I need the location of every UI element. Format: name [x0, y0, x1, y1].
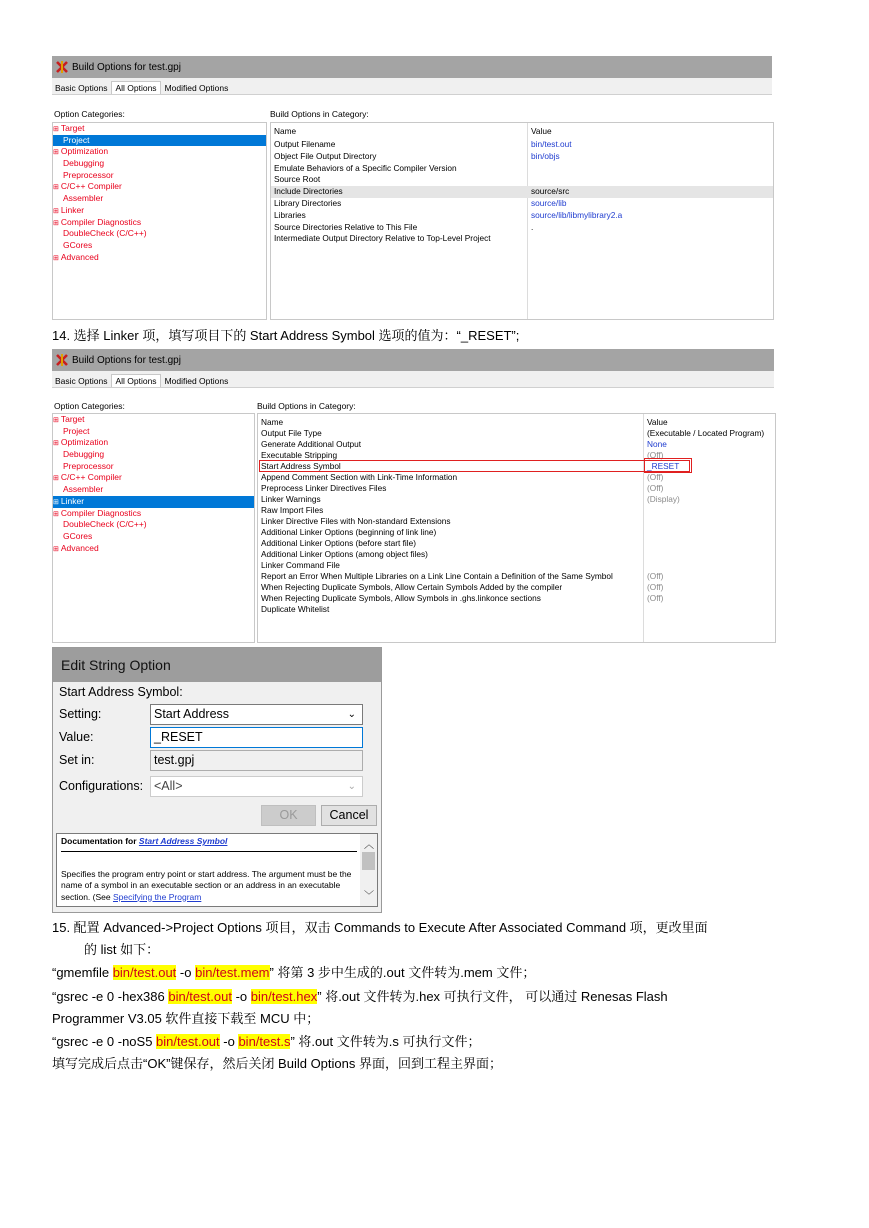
- table-row[interactable]: [271, 151, 773, 163]
- option-value: (Off): [647, 483, 664, 493]
- table-row[interactable]: [258, 461, 775, 472]
- cmd-text: ” 将.out 文件转为.s 可执行文件；: [290, 1034, 481, 1049]
- option-name: Object File Output Directory: [274, 150, 377, 161]
- categories-header: Option Categories:: [54, 401, 125, 411]
- dialog-title: Edit String Option: [53, 648, 381, 682]
- chevron-down-icon: ⌄: [347, 709, 356, 720]
- option-name: Linker Directive Files with Non-standard Extensions: [261, 516, 451, 526]
- option-name: Output Filename: [274, 139, 336, 149]
- final-instruction: 填写完成后点击“OK”键保存，然后关闭 Build Options 界面，回到工程主界面；: [52, 1056, 502, 1071]
- scroll-thumb[interactable]: [362, 852, 375, 870]
- option-value: (Off): [647, 472, 664, 482]
- ok-button[interactable]: OK: [261, 805, 316, 826]
- category-item[interactable]: ⊞ Compiler Diagnostics: [53, 508, 254, 520]
- option-value: (Off): [647, 593, 664, 603]
- table-row[interactable]: [258, 571, 775, 582]
- doc-prefix: Documentation for: [61, 836, 139, 846]
- category-tree[interactable]: [52, 122, 267, 320]
- cmd-text: ” 将.out 文件转为.hex 可执行文件， 可以通过 Renesas Flash: [317, 989, 668, 1004]
- chevron-down-icon: ⌄: [347, 781, 356, 792]
- cancel-button[interactable]: Cancel: [321, 805, 377, 826]
- category-item[interactable]: Project: [53, 135, 266, 147]
- option-name: Output File Type: [261, 428, 322, 438]
- build-options-window-1: [52, 56, 772, 321]
- table-row[interactable]: [271, 174, 773, 186]
- doc-text: Specifies the program entry point or start address. The argument must be the name of a symbol in an executable section or an address in an executable section. (See: [61, 868, 352, 902]
- options-header: Build Options in Category:: [270, 109, 369, 119]
- category-item[interactable]: GCores: [63, 530, 93, 541]
- column-name-header[interactable]: Name: [274, 126, 297, 136]
- table-row[interactable]: [271, 222, 773, 234]
- table-row[interactable]: [258, 527, 775, 538]
- table-row[interactable]: [258, 516, 775, 527]
- doc-link-2[interactable]: Specifying the Program: [112, 891, 202, 902]
- option-name: Additional Linker Options (among object files): [261, 549, 428, 559]
- highlight-box: [259, 460, 690, 472]
- category-item[interactable]: ⊞ Compiler Diagnostics: [53, 217, 266, 229]
- option-name: Preprocess Linker Directives Files: [261, 483, 387, 493]
- highlight-output: bin/test.s: [238, 1034, 291, 1049]
- command-1: [52, 962, 535, 983]
- cmd-text: “gsrec -e 0 -hex386: [52, 989, 169, 1004]
- option-value: None: [647, 439, 667, 449]
- categories-header: Option Categories:: [54, 109, 125, 119]
- option-value: source/lib/libmylibrary2.a: [531, 209, 623, 220]
- step-15-line-2: 的 list 如下：: [84, 942, 160, 957]
- step-15-line-1: 15. 配置 Advanced->Project Options 项目，双击 Commands to Execute After Associated Command 项，更改里面: [52, 920, 708, 935]
- option-name: Intermediate Output Directory Relative to Top-Level Project: [274, 233, 491, 244]
- category-item[interactable]: GCores: [63, 239, 93, 250]
- category-item[interactable]: ⊞ Optimization: [53, 437, 254, 449]
- option-name: When Rejecting Duplicate Symbols, Allow Symbols in .ghs.linkonce sections: [261, 593, 541, 603]
- cmd-text: ” 将第 3 步中生成的.out 文件转为.mem 文件；: [269, 965, 536, 980]
- doc-link[interactable]: Start Address Symbol: [138, 836, 228, 846]
- chevron-down-icon[interactable]: ﹀: [364, 891, 374, 902]
- option-name: Additional Linker Options (beginning of link line): [261, 527, 437, 537]
- category-item[interactable]: ⊞ C/C++ Compiler: [53, 472, 254, 484]
- value-label: Value:: [59, 730, 94, 744]
- table-row[interactable]: [258, 483, 775, 494]
- command-3: [52, 1031, 480, 1052]
- option-name: Include Directories: [274, 186, 343, 197]
- table-row[interactable]: [258, 549, 775, 560]
- table-row[interactable]: [271, 139, 773, 151]
- column-value-header[interactable]: Value: [647, 417, 668, 427]
- category-item[interactable]: Debugging: [63, 158, 105, 169]
- table-row[interactable]: [258, 593, 775, 604]
- tab-basic-options[interactable]: Basic Options: [55, 83, 108, 93]
- table-row[interactable]: [271, 233, 773, 245]
- category-item[interactable]: Assembler: [63, 484, 104, 495]
- highlight-input: bin/test.out: [168, 989, 232, 1004]
- table-row[interactable]: [271, 210, 773, 222]
- option-value: (Off): [647, 582, 664, 592]
- tab-all-options[interactable]: All Options: [111, 374, 160, 387]
- option-value: source/src: [531, 186, 570, 197]
- category-item[interactable]: Preprocessor: [63, 460, 114, 471]
- column-name-header[interactable]: Name: [261, 417, 284, 427]
- category-item[interactable]: Assembler: [63, 193, 104, 204]
- cmd-text: -o: [231, 989, 251, 1004]
- highlight-input: bin/test.out: [112, 965, 177, 980]
- tab-modified-options[interactable]: Modified Options: [164, 83, 229, 93]
- table-row[interactable]: [271, 198, 773, 210]
- cmd-text: -o: [176, 965, 196, 980]
- highlight-output: bin/test.mem: [195, 965, 270, 980]
- build-options-window-2: [52, 349, 774, 643]
- category-item[interactable]: ⊞ Linker: [53, 496, 254, 508]
- doc-scrollbar[interactable]: [360, 834, 377, 906]
- option-name: Linker Command File: [261, 560, 340, 570]
- cmd-text: “gsrec -e 0 -noS5: [52, 1034, 157, 1049]
- option-value: (Executable / Located Program): [647, 428, 765, 438]
- option-name: Library Directories: [274, 198, 342, 208]
- setin-field: test.gpj: [150, 750, 363, 771]
- cmd-text: “gmemfile: [52, 965, 113, 980]
- cmd-text: -o: [219, 1034, 239, 1049]
- category-item[interactable]: Project: [63, 425, 90, 436]
- table-row[interactable]: [258, 428, 775, 439]
- tab-all-options[interactable]: All Options: [111, 81, 160, 94]
- option-value: (Off): [647, 450, 664, 460]
- category-item[interactable]: ⊞ Target: [53, 123, 266, 135]
- option-name: Emulate Behaviors of a Specific Compiler Version: [274, 162, 457, 173]
- option-name: Source Root: [274, 174, 321, 185]
- category-item[interactable]: ⊞ Linker: [53, 205, 266, 217]
- option-name: Duplicate Whitelist: [261, 604, 330, 614]
- column-value-header[interactable]: Value: [531, 126, 552, 136]
- options-header: Build Options in Category:: [257, 401, 356, 411]
- category-item[interactable]: ⊞ Optimization: [53, 146, 266, 158]
- option-value: bin/test.out: [531, 139, 572, 149]
- option-name: Raw Import Files: [261, 505, 324, 515]
- option-value: (Display): [647, 494, 680, 504]
- option-name: Start Address Symbol: [261, 461, 341, 471]
- app-logo-icon: [56, 354, 68, 366]
- setting-value: Start Address: [154, 707, 230, 721]
- highlight-box: [644, 458, 692, 473]
- tab-bar: [52, 371, 774, 388]
- table-row[interactable]: [271, 163, 773, 175]
- app-logo-icon: [56, 61, 68, 73]
- documentation-pane[interactable]: [56, 833, 378, 907]
- window-titlebar: [52, 349, 774, 371]
- command-2: [52, 986, 668, 1007]
- option-value: source/lib: [531, 198, 567, 208]
- configurations-label: Configurations:: [59, 779, 144, 793]
- highlight-output: bin/test.hex: [250, 989, 318, 1004]
- setin-label: Set in:: [59, 753, 95, 767]
- category-item[interactable]: Preprocessor: [63, 169, 114, 180]
- option-name-label: Start Address Symbol:: [59, 685, 183, 699]
- configurations-select[interactable]: [150, 776, 363, 797]
- category-item[interactable]: DoubleCheck (C/C++): [63, 519, 147, 530]
- table-row[interactable]: [258, 472, 775, 483]
- category-item[interactable]: DoubleCheck (C/C++): [63, 228, 147, 239]
- table-row[interactable]: [258, 582, 775, 593]
- option-name: Libraries: [274, 209, 306, 220]
- table-row[interactable]: [258, 538, 775, 549]
- option-name: Generate Additional Output: [261, 439, 362, 449]
- setting-select[interactable]: [150, 704, 363, 725]
- option-name: Executable Stripping: [261, 450, 338, 460]
- category-item[interactable]: ⊞ Advanced: [53, 252, 266, 264]
- option-name: When Rejecting Duplicate Symbols, Allow Certain Symbols Added by the compiler: [261, 582, 563, 592]
- category-item[interactable]: ⊞ Target: [53, 414, 254, 426]
- table-row[interactable]: [258, 604, 775, 615]
- configurations-value: <All>: [154, 779, 183, 793]
- table-row[interactable]: [258, 494, 775, 505]
- option-name: Append Comment Section with Link-Time Information: [261, 472, 458, 482]
- option-value: (Off): [647, 571, 664, 581]
- option-name: Additional Linker Options (before start file): [261, 538, 416, 548]
- option-value: _RESET: [647, 461, 680, 471]
- window-title: Build Options for test.gpj: [72, 354, 181, 366]
- highlight-input: bin/test.out: [156, 1034, 220, 1049]
- chevron-up-icon[interactable]: ︿: [364, 840, 374, 851]
- table-row[interactable]: [258, 505, 775, 516]
- window-titlebar: [52, 56, 772, 78]
- table-row[interactable]: [271, 186, 773, 198]
- category-item[interactable]: ⊞ Advanced: [53, 543, 254, 555]
- option-value: .: [531, 221, 534, 232]
- options-table[interactable]: [257, 413, 776, 643]
- category-item[interactable]: ⊞ C/C++ Compiler: [53, 181, 266, 193]
- step-14-text: 14. 选择 Linker 项，填写项目下的 Start Address Symbol 选项的值为：“_RESET”;: [52, 328, 520, 343]
- setting-label: Setting:: [59, 707, 102, 721]
- option-value: bin/objs: [531, 150, 560, 161]
- table-row[interactable]: [258, 560, 775, 571]
- window-title: Build Options for test.gpj: [72, 61, 181, 73]
- table-row[interactable]: [258, 439, 775, 450]
- edit-string-option-dialog: [52, 647, 382, 913]
- option-name: Report an Error When Multiple Libraries on a Link Line Contain a Definition of the Same Symbol: [261, 571, 613, 581]
- options-table[interactable]: [270, 122, 774, 320]
- option-name: Linker Warnings: [261, 494, 321, 504]
- option-name: Source Directories Relative to This File: [274, 221, 418, 232]
- tab-basic-options[interactable]: Basic Options: [55, 376, 108, 386]
- tab-bar: [52, 78, 772, 95]
- tab-modified-options[interactable]: Modified Options: [164, 376, 229, 386]
- value-input[interactable]: _RESET: [150, 727, 363, 748]
- category-tree[interactable]: [52, 413, 255, 643]
- category-item[interactable]: Debugging: [63, 449, 105, 460]
- command-2-cont: Programmer V3.05 软件直接下载至 MCU 中；: [52, 1011, 320, 1026]
